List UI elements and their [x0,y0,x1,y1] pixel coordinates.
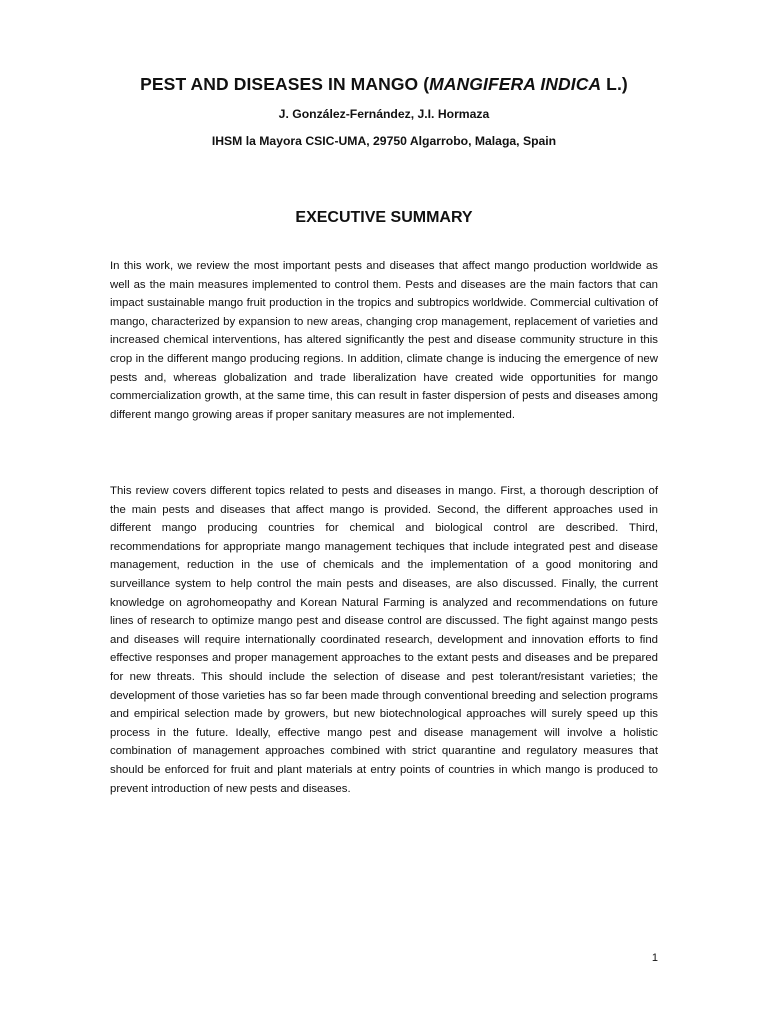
title-main-text: PEST AND DISEASES IN MANGO ( [140,74,430,94]
section-heading: EXECUTIVE SUMMARY [295,209,473,226]
summary-paragraph-1: In this work, we review the most important pests and diseases that affect mango production worldwide as well as the main measures implemented to control them. Pests and diseases are the main factors that can impact sustainable mango fruit production in the tropics and subtropics worldwide. Commercial cultivation of mango, characterized by expansion to new areas, changing crop management, replacement of varieties and increased chemical interventions, has altered significantly the pest and disease community structure in this crop in the different mango producing regions. In addition, climate change is inducing the emergence of new pests and, whereas globalization and trade liberalization have created wide opportunities for mango commercialization growth, at the same time, this can result in faster dispersion of pests and diseases among different mango growing areas if proper sanitary measures are not implemented. [110,260,658,421]
document-title [0,74,768,95]
title-species-name: MANGIFERA INDICA [429,74,602,94]
affiliation-line: IHSM la Mayora CSIC-UMA, 29750 Algarrobo, Malaga, Spain [211,134,557,148]
page-number: 1 [651,952,658,964]
title-end-text: L.) [601,74,628,94]
summary-paragraph-2: This review covers different topics related to pests and diseases in mango. First, a thorough description of the main pests and diseases that affect mango is provided. Second, the different approaches used in different mango producing countries for chemical and biological control are described. Third, recommendations for appropriate mango management techiques that include integrated pest and disease management, reduction in the use of chemicals and the implementation of a good monitoring and surveillance system to help control the main pests and diseases, are also discussed. Finally, the current knowledge on agrohomeopathy and Korean Natural Farming is analyzed and recommendations on future lines of research to optimize mango pest and disease control are discussed. The fight against mango pests and diseases will require internationally coordinated research, development and innovation efforts to find effective responses and proper management approaches to the extant pests and diseases and be prepared for new threats. This should include the selection of disease and pest tolerant/resistant varieties; the development of those varieties has so far been made through conventional breeding and selection programs and empirical selection made by growers, but new biotechnological approaches will surely speed up this process in the future. Ideally, effective mango pest and disease management will involve a holistic combination of management approaches combined with strict quarantine and regulatory measures that should be enforced for fruit and plant materials at entry points of countries in which mango is produced to prevent introduction of new pests and diseases. [110,485,658,795]
authors-line: J. González-Fernández, J.I. Hormaza [278,107,490,121]
